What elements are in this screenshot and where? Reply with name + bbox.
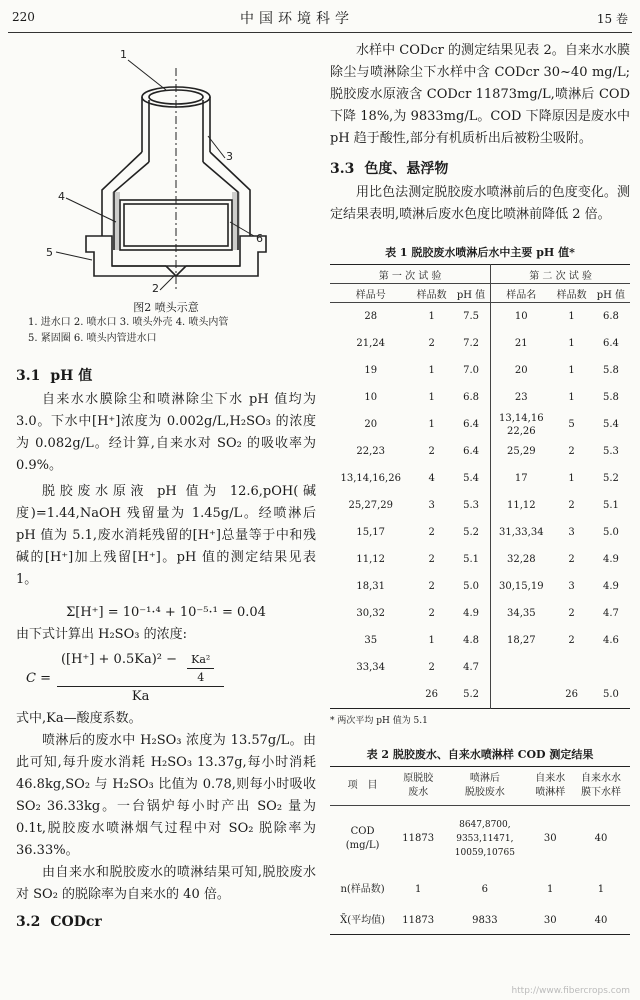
table-row — [330, 872, 630, 908]
formula-h-sum: Σ[H⁺] = 10⁻¹·⁴ + 10⁻⁵·¹ = 0.04 — [66, 605, 266, 620]
table-cell: 11873 — [402, 833, 435, 844]
nozzle-diagram — [16, 40, 316, 295]
column-header — [395, 767, 441, 806]
table-cell: 5 — [568, 419, 575, 430]
table-row — [330, 303, 630, 331]
callout-1: 1 — [120, 48, 127, 61]
watermark: http://www.fibercrops.com — [511, 986, 630, 996]
table-cell — [551, 654, 591, 681]
table-cell: 30,15,19 — [499, 581, 544, 592]
table-cell: 6.4 — [452, 438, 491, 465]
table-cell: 5.8 — [602, 392, 619, 403]
table-cell: 5.0 — [602, 527, 619, 538]
table-1-caption: 表 1 脱胶废水喷淋后水中主要 pH 值* — [385, 246, 575, 259]
table-cell: 4.9 — [602, 554, 619, 565]
table-cell: 26 — [565, 689, 578, 700]
table-cell: 26 — [425, 689, 439, 700]
table-cell: 1 — [428, 419, 435, 430]
table-cell: 11873 — [402, 915, 435, 926]
table-cell: 6.4 — [602, 338, 619, 349]
table-cell: 30,32 — [356, 608, 386, 619]
table-cell: 33,34 — [356, 662, 386, 673]
callout-2: 2 — [152, 282, 159, 295]
table-cell: 19 — [364, 365, 378, 376]
table-cell: 25,29 — [506, 446, 536, 457]
table-cell: 18,27 — [506, 635, 536, 646]
journal-title: 中国环境科学 — [240, 11, 354, 27]
table-cell: 5.2 — [452, 681, 491, 709]
table-cell: 5.2 — [452, 519, 491, 546]
row-label: X̄(平均值) — [340, 915, 386, 926]
row-label — [330, 806, 395, 873]
table-cell: 1 — [428, 635, 435, 646]
paragraph: 由自来水和脱胶废水的喷淋结果可知,脱胶废水对 SO₂ 的脱除率为自来水的 40 倍。 — [16, 865, 316, 902]
table-cell: 1 — [428, 311, 435, 322]
table-cell: 2 — [428, 554, 435, 565]
table-cell: 1 — [428, 392, 435, 403]
formula-denominator: Ka — [131, 689, 150, 704]
figure-legend-1: 1. 进水口 2. 喷水口 3. 喷头外壳 4. 喷头内管 — [28, 317, 229, 328]
table-cell: 7.5 — [452, 303, 491, 331]
table-cell: 5.0 — [452, 573, 491, 600]
table-row — [330, 546, 630, 573]
table-row — [330, 908, 630, 935]
column-header: 样品号 — [330, 284, 411, 303]
table-cell: 10 — [514, 311, 528, 322]
table-row — [330, 330, 630, 357]
table-cell: 11,12 — [506, 500, 536, 511]
figure-caption: 图2 喷头示意 — [133, 301, 199, 314]
table-cell: 4.8 — [452, 627, 491, 654]
table-cell: 1 — [547, 884, 554, 895]
table-cell: 21 — [514, 338, 528, 349]
paragraph: 脱胶废水原液 pH 值为 12.6,pOH(碱度)=1.44,NaOH 残留量为 1.45g/L。经喷淋后 pH 值为 5.1,废水消耗残留的[H⁺]总量等于中和残碱的[H⁺]加上残留[H⁺]。pH 值的测定结果见表 1。 — [16, 484, 316, 587]
table-row — [330, 357, 630, 384]
table-row — [330, 438, 630, 465]
table-1-note: * 两次平均 pH 值为 5.1 — [330, 716, 428, 726]
table-2-caption: 表 2 脱胶废水、自来水喷淋样 COD 测定结果 — [366, 748, 594, 761]
callout-6: 6 — [256, 232, 263, 245]
table-cell: 1 — [568, 473, 575, 484]
section-3-1-heading — [16, 365, 316, 385]
section-title: CODcr — [50, 914, 102, 930]
left-column — [16, 40, 316, 934]
table-cell: 8647,8700, 9353,11471, 10059,10765 — [454, 820, 515, 858]
table-cell: 3 — [568, 581, 575, 592]
column-header: 样品数 — [551, 284, 591, 303]
table-cell: 6.8 — [452, 384, 491, 411]
ka-fraction — [187, 653, 214, 684]
table-cell — [592, 654, 630, 681]
table-row — [330, 681, 630, 709]
table-row — [330, 492, 630, 519]
four: 4 — [197, 671, 205, 684]
header-line: 自来水水 — [580, 773, 621, 784]
header-line: 项 目 — [347, 780, 378, 791]
table-cell: 2 — [568, 446, 575, 457]
table-cell: 21,24 — [356, 338, 386, 349]
table-cell: 4.6 — [602, 635, 619, 646]
table-cell: 20 — [364, 419, 378, 430]
table-row — [330, 654, 630, 681]
table-cell: 32,28 — [506, 554, 536, 565]
table-cell: 1 — [568, 311, 575, 322]
table-cell: 5.3 — [452, 492, 491, 519]
paragraph: 用比色法测定脱胶废水喷淋前后的色度变化。测定结果表明,喷淋后废水色度比喷淋前降低 2 倍。 — [330, 185, 630, 222]
table-row — [330, 411, 630, 438]
label-line: COD — [350, 826, 375, 837]
table-cell: 22,23 — [356, 446, 386, 457]
table-cell: 35 — [364, 635, 378, 646]
column-header: pH 值 — [452, 284, 491, 303]
table-cell: 13,14,16,26 — [340, 473, 401, 484]
header-line: 膜下水样 — [580, 787, 621, 798]
table-cell: 5.1 — [602, 500, 619, 511]
table-cell: 10 — [364, 392, 378, 403]
table-cell: 1 — [428, 365, 435, 376]
column-header — [330, 767, 395, 806]
header-line: 原脱胶 — [403, 773, 434, 784]
table-cell: 4 — [428, 473, 435, 484]
table-cell: 2 — [568, 554, 575, 565]
section-3-2-heading — [16, 914, 316, 930]
table-cell — [491, 654, 552, 681]
header-line: 废水 — [408, 787, 429, 798]
table-cell: 17 — [514, 473, 528, 484]
table-cell: 40 — [594, 915, 608, 926]
table-cell: 1 — [415, 884, 422, 895]
table-cell: 9833 — [472, 915, 498, 926]
callout-5: 5 — [46, 246, 53, 259]
header-line: 喷淋后 — [469, 773, 500, 784]
group-header: 第 一 次 试 验 — [330, 265, 491, 284]
table-cell: 5.4 — [602, 419, 619, 430]
row-label: n(样品数) — [340, 884, 385, 895]
table-cell: 2 — [568, 608, 575, 619]
table-cell: 30 — [543, 833, 557, 844]
table-cell: 20 — [514, 365, 528, 376]
column-header — [441, 767, 528, 806]
table-cell: 4.9 — [452, 600, 491, 627]
paragraph: 水样中 CODcr 的测定结果见表 2。自来水水膜除尘与喷淋除尘下水样中含 CODcr 30~40 mg/L;脱胶废水原液含 CODcr 11873mg/L,喷淋后 COD 下降 18%,为 9833mg/L。COD 下降原因是废水中 pH 趋于酸性,部分有机质析出后被粉尘吸附。 — [330, 43, 630, 146]
callout-4: 4 — [58, 190, 65, 203]
table-cell: 11,12 — [356, 554, 386, 565]
table-cell: 2 — [428, 446, 435, 457]
section-title: pH 值 — [50, 368, 93, 384]
header-line: 自来水 — [535, 773, 566, 784]
column-header: 样品数 — [411, 284, 451, 303]
table-row — [330, 519, 630, 546]
table-cell: 28 — [364, 311, 378, 322]
column-header: pH 值 — [592, 284, 630, 303]
table-cell: 1 — [568, 365, 575, 376]
table-2 — [330, 766, 630, 935]
table-cell: 1 — [568, 392, 575, 403]
table-cell: 25,27,29 — [348, 500, 393, 511]
header-rule — [8, 32, 632, 33]
section-3-3-heading — [330, 158, 630, 178]
table-cell: 2 — [428, 581, 435, 592]
ka-squared: Ka² — [187, 653, 214, 669]
section-title: 色度、悬浮物 — [364, 161, 449, 177]
table-row — [330, 806, 630, 873]
table-cell: 40 — [594, 833, 608, 844]
table-cell: 4.7 — [452, 654, 491, 681]
table-cell: 1 — [597, 884, 605, 895]
table-cell: 15,17 — [356, 527, 386, 538]
label-line: (mg/L) — [345, 840, 380, 851]
table-cell: 5.3 — [602, 446, 619, 457]
page-number: 220 — [12, 10, 35, 24]
column-header — [572, 767, 630, 806]
table-cell: 2 — [428, 338, 435, 349]
table-cell: 2 — [568, 500, 575, 511]
figure-2 — [16, 40, 316, 347]
column-header: 样品名 — [491, 284, 552, 303]
formula-numerator — [57, 652, 224, 687]
right-column — [330, 40, 630, 935]
table-cell: 2 — [428, 527, 435, 538]
group-header: 第 二 次 试 验 — [491, 265, 630, 284]
callout-3: 3 — [226, 150, 233, 163]
table-row — [330, 465, 630, 492]
section-number: 3.2 — [16, 914, 41, 930]
formula-fraction — [57, 652, 224, 704]
paragraph: 由下式计算出 H₂SO₃ 的浓度: — [16, 627, 187, 642]
table-cell: 4.9 — [602, 581, 619, 592]
table-cell: 5.0 — [602, 689, 619, 700]
table-cell: 5.1 — [452, 546, 491, 573]
table-cell: 23 — [514, 392, 528, 403]
header-line: 喷淋样 — [535, 787, 566, 798]
table-cell: 2 — [428, 662, 435, 673]
paragraph: 式中,Ka—酸度系数。 — [16, 711, 142, 726]
table-row — [330, 573, 630, 600]
table-cell: 30 — [543, 915, 557, 926]
table-cell: 5.8 — [602, 365, 619, 376]
column-header — [528, 767, 572, 806]
table-cell: 7.0 — [452, 357, 491, 384]
table-cell — [330, 681, 411, 709]
table-cell: 3 — [428, 500, 435, 511]
table-cell: 13,14,16 22,26 — [491, 411, 552, 438]
table-row — [330, 384, 630, 411]
formula-lhs: C = — [26, 670, 51, 686]
section-number: 3.3 — [330, 161, 355, 177]
table-cell — [491, 681, 552, 709]
table-row — [330, 627, 630, 654]
table-cell-continuation: 22,26 — [506, 425, 536, 437]
table-cell: 6 — [481, 884, 489, 895]
header-line: 脱胶废水 — [464, 787, 505, 798]
table-cell: 34,35 — [506, 608, 536, 619]
table-cell: 2 — [568, 635, 575, 646]
table-cell: 5.2 — [602, 473, 619, 484]
table-cell: 5.4 — [452, 465, 491, 492]
table-cell: 1 — [568, 338, 575, 349]
table-cell: 7.2 — [452, 330, 491, 357]
volume: 15 卷 — [596, 12, 628, 26]
table-cell: 4.7 — [602, 608, 619, 619]
table-cell: 31,33,34 — [499, 527, 544, 538]
page-header — [0, 8, 640, 30]
table-cell: 3 — [568, 527, 575, 538]
figure-legend-2: 5. 紧固圈 6. 喷头内管进水口 — [28, 333, 157, 344]
table-cell: 6.8 — [602, 311, 619, 322]
numerator-text: ([H⁺] + 0.5Ka)² − — [60, 652, 178, 667]
table-1 — [330, 264, 630, 709]
table-cell: 18,31 — [356, 581, 386, 592]
paragraph: 自来水水膜除尘和喷淋除尘下水 pH 值均为 3.0。下水中[H⁺]浓度为 0.002g/L,H₂SO₃ 的浓度为 0.082g/L。经计算,自来水对 SO₂ 的吸收率为 0.9%。 — [16, 392, 316, 473]
table-cell: 2 — [428, 608, 435, 619]
paragraph: 喷淋后的废水中 H₂SO₃ 浓度为 13.57g/L。由此可知,每升废水消耗 H₂SO₃ 13.37g,每小时消耗 46.8kg,SO₂ 与 H₂SO₃ 比值为 0.78,则每小时吸收 SO₂ 36.33kg。一台锅炉每小时产出 SO₂ 量为 0.1t,脱胶废水喷淋烟气过程中对 SO₂ 脱除率为 36.33%。 — [16, 733, 316, 858]
table-cell: 6.4 — [452, 411, 491, 438]
section-number: 3.1 — [16, 368, 41, 384]
formula-concentration — [26, 652, 316, 704]
table-row — [330, 600, 630, 627]
